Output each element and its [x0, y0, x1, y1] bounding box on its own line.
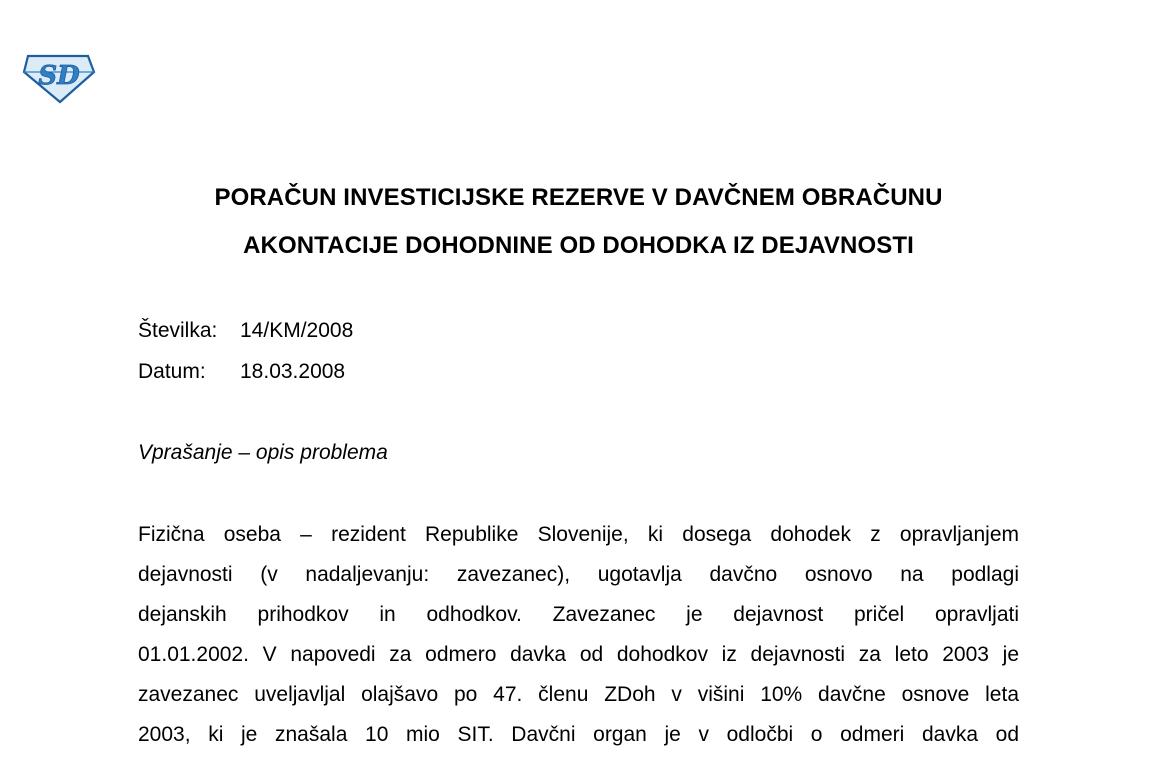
meta-number-value: 14/KM/2008: [240, 319, 354, 342]
body-paragraph: [138, 520, 1019, 760]
meta-row-number: [138, 319, 353, 343]
paragraph-line: Fizična oseba – rezident Republike Slovenije, ki dosega dohodek z opravljanjem: [138, 523, 1019, 546]
meta-row-date: [138, 360, 345, 384]
paragraph-line: 01.01.2002. V napovedi za odmero davka od dohodkov iz dejavnosti za leto 2003 je: [138, 643, 1019, 666]
section-heading: Vprašanje – opis problema: [138, 441, 388, 464]
meta-date-value: 18.03.2008: [240, 360, 346, 383]
paragraph-line: dejavnosti (v nadaljevanju: zavezanec), ugotavlja davčno osnovo na podlagi: [138, 563, 1019, 586]
meta-number-label: Številka:: [138, 319, 218, 342]
paragraph-line: 2003, ki je znašala 10 mio SIT. Davčni organ je v odločbi o odmeri davka od: [138, 723, 1019, 746]
paragraph-line: zavezanec uveljavljal olajšavo po 47. členu ZDoh v višini 10% davčne osnove leta: [138, 683, 1019, 706]
company-logo: [22, 48, 96, 104]
paragraph-line: dejanskih prihodkov in odhodkov. Zavezanec je dejavnost pričel opravljati: [138, 603, 1019, 626]
meta-date-label: Datum:: [138, 360, 206, 383]
document-title-line-1: PORAČUN INVESTICIJSKE REZERVE V DAVČNEM OBRAČUNU: [214, 184, 943, 211]
document-title-line-2: AKONTACIJE DOHODNINE OD DOHODKA IZ DEJAVNOSTI: [243, 232, 914, 259]
logo-lettering: SD: [38, 61, 80, 91]
